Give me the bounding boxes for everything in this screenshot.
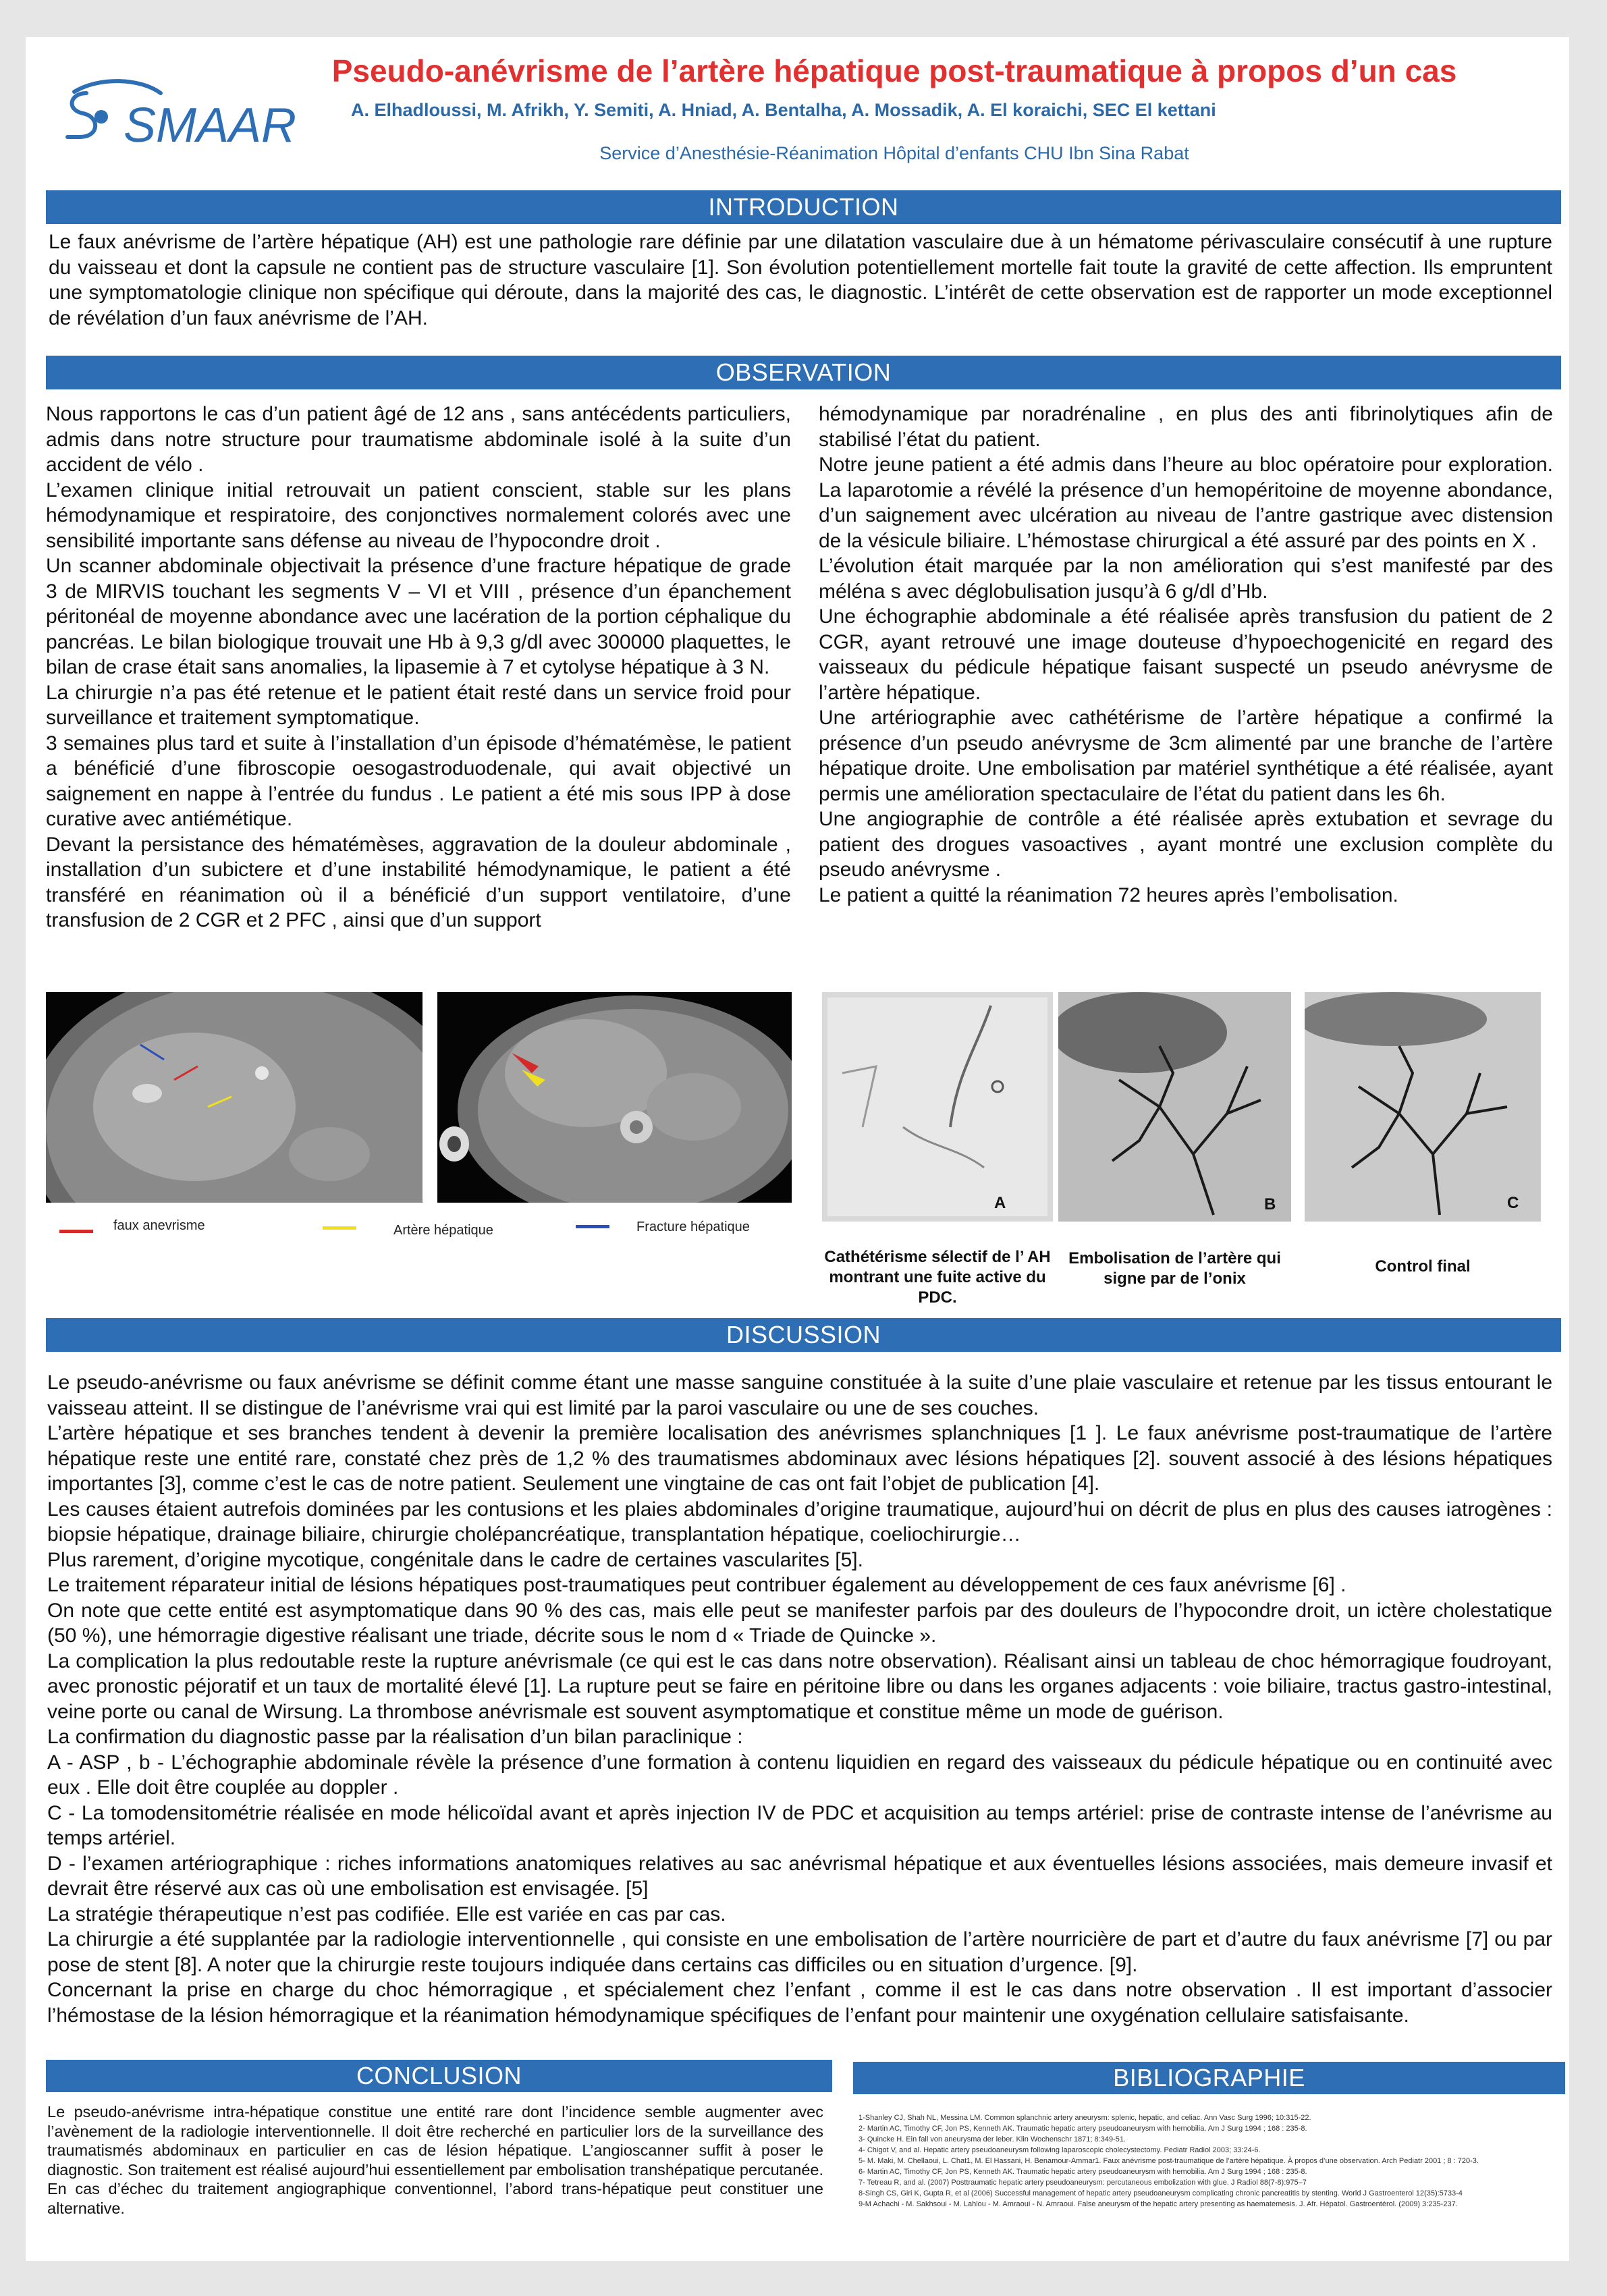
discussion-paragraph: C - La tomodensitométrie réalisée en mode hélicoïdal avant et après injection IV de PDC et acquisition au temps artériel: prise de contraste intense de l’anévrisme au temps artériel. xyxy=(47,1801,1552,1849)
angio-caption-b: Embolisation de l’artère qui signe par de l’onix xyxy=(1068,1249,1281,1288)
discussion-paragraph: Plus rarement, d’origine mycotique, congénitale dans le cadre de certaines vascularites [5]. xyxy=(47,1548,863,1571)
observation-right-column xyxy=(819,402,1553,908)
discussion-paragraph: Le pseudo-anévrisme ou faux anévrisme se définit comme étant une masse sanguine constituée à la suite d’une plaie vasculaire et retenue par les tissus entourant le vaisseau atteint. Il se distingue de l’anévrisme vrai qui est limité par la paroi vasculaire ou une de ses couches. xyxy=(47,1371,1552,1419)
observation-paragraph: hémodynamique par noradrénaline , en plus des anti fibrinolytiques afin de stabilisé l’état du patient. xyxy=(819,403,1553,451)
discussion-paragraph: La confirmation du diagnostic passe par la réalisation d’un bilan paraclinique : xyxy=(47,1726,743,1748)
angiography-image-b xyxy=(1058,992,1291,1222)
discussion-heading: DISCUSSION xyxy=(46,1318,1561,1352)
angio-caption-c: Control final xyxy=(1375,1257,1471,1276)
legend-yellow-line xyxy=(323,1226,356,1230)
legend-red-line xyxy=(59,1230,93,1233)
observation-paragraph: Nous rapportons le cas d’un patient âgé de 12 ans , sans antécédents particuliers, admis dans notre structure pour traumatisme abdominale isolé à la suite d’un accident de vélo . xyxy=(46,403,791,476)
observation-paragraph: Une artériographie avec cathétérisme de l’artère hépatique a confirmé la présence d’un pseudo anévrysme de 3cm alimenté par une branche de l’artère hépatique droite. Une embolisation par matériel synthétique a été réalisée, ayant permis une amélioration spectaculaire de l’état du patient dans les 6h. xyxy=(819,707,1553,805)
observation-paragraph: L’examen clinique initial retrouvait un patient conscient, stable sur les plans hémodynamique et respiratoire, des conjonctives normalement colorés avec une sensibilité importante sans défense au niveau de l’hypocondre droit . xyxy=(46,479,791,552)
discussion-paragraph: On note que cette entité est asymptomatique dans 90 % des cas, mais elle peut se manifester parfois par des douleurs de l’hypocondre droit, un ictère cholestatique (50 %), une hémorragie digestive réalisant une triade, décrite sous le nom d « Triade de Quincke ». xyxy=(47,1599,1552,1647)
angio-caption-a: Cathétérisme sélectif de l’ AH montrant une fuite active du PDC. xyxy=(824,1248,1051,1307)
discussion-paragraph: L’artère hépatique et ses branches tendent à devenir la première localisation des anévrismes splanchniques [1 ]. Le faux anévrisme post-traumatique de l’artère hépatique reste une entité rare, constaté chez près de 1,2 % des traumatismes abdominaux avec lésions hépatiques [2]. souvent associé à des lésions hépatiques importantes [3], comme c’est le cas de notre patient. Seulement une vingtaine de cas ont fait l’objet de publication [4]. xyxy=(47,1422,1552,1495)
discussion-paragraph: Les causes étaient autrefois dominées par les contusions et les plaies abdominales d’origine traumatique, aujourd’hui on décrit de plus en plus des causes iatrogènes : biopsie hépatique, drainage biliaire, chirurgie cholépancréatique, transplantation hépatique, coeliochirurgie… xyxy=(47,1498,1552,1546)
ct-scan-image-2 xyxy=(437,992,792,1203)
angio-label-b: B xyxy=(1264,1195,1276,1213)
ct-scan-image-1 xyxy=(46,992,423,1203)
bibliography-item: 1-Shanley CJ, Shah NL, Messina LM. Common splanchnic artery aneurysm: splenic, hepatic, and celiac. Ann Vasc Surg 1996; 10:315-22. xyxy=(859,2114,1311,2122)
legend-red-label: faux anevrisme xyxy=(113,1218,205,1233)
observation-paragraph: 3 semaines plus tard et suite à l’installation d’un épisode d’hématémèse, le patient a bénéficié d’une fibroscopie oesogastroduodenale, qui avait objectivé un saignement en nappe à l’entrée du fundus . Le patient a été mis sous IPP à dose curative avec antiémétique. xyxy=(46,732,791,830)
bibliography-item: 3- Quincke H. Ein fall von aneurysma der leber. Klin Wochenschr 1871; 8:349-51. xyxy=(859,2135,1126,2143)
conclusion-heading: CONCLUSION xyxy=(46,2060,832,2092)
angiography-image-a xyxy=(822,992,1053,1222)
discussion-paragraph: La stratégie thérapeutique n’est pas codifiée. Elle est variée en cas par cas. xyxy=(47,1903,726,1925)
bibliography-item: 5- M. Maki, M. Chellaoui, L. Chat1, M. El Hassani, H. Benamour-Ammar1. Faux anévrisme post-traumatique de l’artère hépatique. À propos d’une observation. Arch Pediatr 2001 ; 8 : 720-3. xyxy=(859,2157,1479,2165)
discussion-paragraph: La complication la plus redoutable reste la rupture anévrismale (ce qui est le cas dans notre observation). Réalisant ainsi un tableau de choc hémorragique foudroyant, avec pronostic péjoratif et un taux de mortalité élevé [1]. La rupture peut se faire en péritoine libre ou dans les organes adjacents : voie biliaire, tractus gastro-intestinal, veine porte ou canal de Wirsung. La thrombose anévrismale est souvent asymptomatique et constitue même un mode de guérison. xyxy=(47,1649,1552,1723)
bibliography-item: 4- Chigot V, and al. Hepatic artery pseudoaneurysm following laparoscopic cholecystectomy. Pediatr Radiol 2003; 33:24-6. xyxy=(859,2146,1261,2154)
observation-paragraph: Devant la persistance des hématémèses, aggravation de la douleur abdominale , installation d’un subictere et d’une instabilité hémodynamique, le patient a été transféré en réanimation où il a bénéficié d’un support ventilatoire, d’une transfusion de 2 CGR et 2 PFC , ainsi que d’un support xyxy=(46,833,791,931)
bibliography-item: 9-M Achachi - M. Sakhsoui - M. Lahlou - M. Amraoui - N. Amraoui. False aneurysm of the hepatic artery presenting as haematemesis. J. Afr. Hépatol. Gastroentérol. (2009) 3:235-237. xyxy=(859,2200,1458,2208)
observation-paragraph: Une échographie abdominale a été réalisée après transfusion du patient de 2 CGR, ayant retrouvé une image douteuse d’hypoechogenicité en regard des vaisseaux du pédicule hépatique faisant suspecté un pseudo anévrysme de l’artère hépatique. xyxy=(819,605,1553,704)
observation-paragraph: L’évolution était marquée par la non amélioration qui s’est manifesté par des méléna s avec déglobulisation jusqu’à 6 g/dl d’Hb. xyxy=(819,555,1553,603)
discussion-paragraph: La chirurgie a été supplantée par la radiologie interventionnelle , qui consiste en une embolisation de l’artère nourricière de part et d’autre du faux anévrisme [7] ou par pose de stent [8]. A noter que la chirurgie reste toujours indiquée dans certains cas difficiles ou en situation d’urgence. [9]. xyxy=(47,1928,1552,1976)
observation-paragraph: Une angiographie de contrôle a été réalisée après extubation et sevrage du patient des drogues vasoactives , ayant montré une exclusion complète du pseudo anévrysme . xyxy=(819,808,1553,881)
legend-blue-line xyxy=(576,1225,609,1228)
observation-paragraph: Un scanner abdominale objectivait la présence d’une fracture hépatique de grade 3 de MIRVIS touchant les segments V – VI et VIII , présence d’un épanchement péritonéal de moyenne abondance avec une lacération de la portion céphalique du pancréas. Le bilan biologique trouvait une Hb à 9,3 g/dl avec 300000 plaquettes, le bilan de crase était sans anomalies, la lipasemie à 7 et cytolyse hépatique à 3 N. xyxy=(46,555,791,678)
bibliography-item: 6- Martin AC, Timothy CF, Jon PS, Kenneth AK. Traumatic hepatic artery pseudoaneurysm with hemobilia. Am J Surg 1994 ; 168 : 235-8. xyxy=(859,2168,1307,2176)
angiography-image-c xyxy=(1305,992,1541,1222)
introduction-heading: INTRODUCTION xyxy=(46,190,1561,224)
bibliography-item: 7- Tetreau R, and al. (2007) Posttraumatic hepatic artery pseudoaneurysm: percutaneous embolization with glue. J Radiol 88(7-8):975–7 xyxy=(859,2179,1307,2187)
discussion-paragraph: D - l’examen artériographique : riches informations anatomiques relatives au sac anévrismal hépatique et aux éventuelles lésions associées, mais demeure invasif et devrait être réservé aux cas où une embolisation est envisagée. [5] xyxy=(47,1852,1552,1900)
legend-blue-label: Fracture hépatique xyxy=(636,1220,750,1234)
conclusion-text: Le pseudo-anévrisme intra-hépatique constitue une entité rare dont l’incidence semble augmenter avec l’avènement de la radiologie interventionnelle. Il doit être recherché en particulier lors de la surveillance des traumatismés abdominaux en particulier en cas de lésion hépatique. L’angioscanner suffit à poser le diagnostic. Son traitement est réalisé aujourd’hui essentiellement par embolisation transhépatique percutanée. En cas d’échec du traitement angiographique conventionnel, l’abord trans-hépatique peut constituer une alternative. xyxy=(47,2103,823,2217)
introduction-text: Le faux anévrisme de l’artère hépatique (AH) est une pathologie rare définie par une dilatation vasculaire due à un hématome périvasculaire consécutif à une rupture du vaisseau et dont la capsule ne contient pas de structure vasculaire [1]. Son évolution potentiellement mortelle fait toute la gravité de cette affection. Ils empruntent une symptomatologie clinique non spécifique qui déroute, dans la majorité des cas, le diagnostic. L’intérêt de cette observation est de rapporter un mode exceptionnel de révélation d’un faux anévrisme de l’AH. xyxy=(49,231,1552,329)
legend-yellow-label: Artère hépatique xyxy=(393,1223,493,1238)
observation-paragraph: Notre jeune patient a été admis dans l’heure au bloc opératoire pour exploration. La laparotomie a révélé la présence d’un hemopéritoine de moyenne abondance, d’un saignement avec ulcération au niveau de l’antre gastrique avec distension de la vésicule biliaire. L’hémostase chirurgical a été assuré par des points en X . xyxy=(819,454,1553,552)
service-affiliation: Service d’Anesthésie-Réanimation Hôpital d’enfants CHU Ibn Sina Rabat xyxy=(599,143,1189,163)
observation-paragraph: La chirurgie n’a pas été retenue et le patient était resté dans un service froid pour surveillance et traitement symptomatique. xyxy=(46,681,791,729)
observation-heading: OBSERVATION xyxy=(46,356,1561,389)
bibliography-list xyxy=(859,2112,1560,2210)
bibliography-heading: BIBLIOGRAPHIE xyxy=(853,2062,1565,2094)
poster-title: Pseudo-anévrisme de l’artère hépatique post-traumatique à propos d’un cas xyxy=(331,53,1457,88)
observation-paragraph: Le patient a quitté la réanimation 72 heures après l’embolisation. xyxy=(819,883,1398,906)
authors: A. Elhadloussi, M. Afrikh, Y. Semiti, A. Hniad, A. Bentalha, A. Mossadik, A. El koraichi, SEC El kettani xyxy=(351,100,1216,120)
bibliography-item: 8-Singh CS, Giri K, Gupta R, et al (2006) Successful management of hepatic artery pseudoaneurysm complicating chronic pancreatitis by stenting. World J Gastroenterol 12(35):5733-4 xyxy=(859,2189,1463,2197)
logo-text: SMAAR xyxy=(124,99,297,153)
discussion-body xyxy=(47,1370,1552,2028)
discussion-paragraph: Le traitement réparateur initial de lésions hépatiques post-traumatiques peut contribuer également au développement de ces faux anévrisme [6] . xyxy=(47,1574,1346,1596)
bibliography-item: 2- Martin AC, Timothy CF, Jon PS, Kenneth AK. Traumatic hepatic artery pseudoaneurysm with hemobilia. Am J Surg 1994 ; 168 : 235-8. xyxy=(859,2125,1307,2133)
observation-left-column xyxy=(46,402,791,933)
angio-label-a: A xyxy=(994,1194,1006,1212)
discussion-paragraph: A - ASP , b - L’échographie abdominale révèle la présence d’une formation à contenu liquidien en regard des vaisseaux du pédicule hépatique ou en continuité avec eux . Elle doit être couplée au doppler . xyxy=(47,1751,1552,1799)
discussion-paragraph: Concernant la prise en charge du choc hémorragique , et spécialement chez l’enfant , comme il est le cas dans notre observation . Il est important d’associer l’hémostase de la lésion hémorragique et la réanimation hémodynamique spécifiques de l’enfant pour maintenir une oxygénation cellulaire satisfaisante. xyxy=(47,1979,1552,2027)
angio-label-c: C xyxy=(1507,1194,1519,1212)
